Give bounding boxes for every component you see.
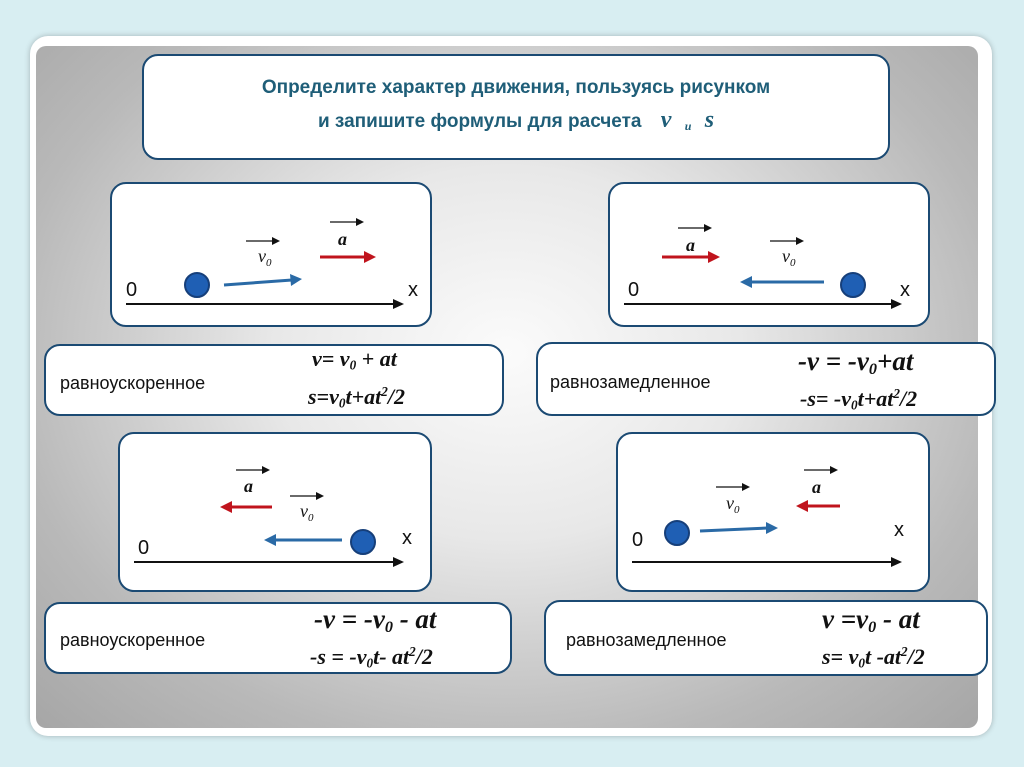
velocity-arrowhead	[264, 534, 276, 546]
formula-box-1	[44, 344, 504, 416]
axis-arrowhead	[393, 557, 404, 567]
vector-bar-a-head	[704, 224, 712, 232]
velocity-label: $v_0$	[726, 493, 740, 516]
formula-box-3	[44, 602, 512, 674]
motion-type: равнозамедленное	[566, 630, 727, 650]
diagram-1	[110, 182, 432, 327]
accel-label: a	[686, 235, 695, 255]
diagram-4	[616, 432, 930, 592]
velocity-formula: $v= v_0$ + at	[312, 346, 397, 373]
vector-bar-v0-head	[742, 483, 750, 491]
vector-bar-v0-head	[316, 492, 324, 500]
velocity-formula: $-v = -v_0+at$	[798, 346, 914, 379]
accel-arrowhead	[796, 500, 808, 512]
axis-label: x	[900, 279, 910, 301]
displacement-formula: $-s = -v_0t-$ $at^2/2$	[310, 644, 433, 671]
velocity-arrow	[224, 280, 292, 285]
diagram-2-svg	[610, 184, 932, 329]
velocity-formula: $v =v_0$ - at	[822, 604, 920, 637]
formula-box-4	[544, 600, 988, 676]
title-line-2	[318, 104, 714, 142]
origin-label: 0	[126, 279, 138, 301]
title-symbol-s: s	[704, 107, 715, 133]
origin-label: 0	[632, 529, 644, 551]
title-line-1: Определите характер движения, пользуясь рисунком	[261, 77, 771, 98]
axis-label: x	[408, 279, 418, 301]
origin-label: 0	[628, 279, 640, 301]
vector-bar-v0-head	[272, 237, 280, 245]
axis-arrowhead	[393, 299, 404, 309]
title-symbol-v: v	[660, 107, 672, 133]
axis-label: x	[894, 519, 904, 541]
velocity-label: $v_0$	[258, 246, 272, 269]
velocity-arrow	[700, 528, 768, 531]
diagram-3-svg	[120, 434, 434, 594]
title-line-2-text: и запишите формулы для расчета	[317, 111, 642, 132]
motion-type: равноускоренное	[60, 630, 206, 650]
accel-arrowhead	[220, 501, 232, 513]
vector-bar-a-head	[356, 218, 364, 226]
displacement-formula: $-s= -v_0t+at^2/2$	[800, 386, 918, 413]
ball	[351, 530, 375, 554]
diagram-2	[608, 182, 930, 327]
accel-arrowhead	[708, 251, 720, 263]
motion-type: равнозамедленное	[550, 372, 711, 392]
velocity-label: $v_0$	[782, 246, 796, 269]
displacement-formula: $s= v_0t$ $-at^2/2$	[822, 644, 925, 671]
velocity-formula: $-v = -v_0$ - at	[314, 604, 437, 637]
velocity-arrowhead	[740, 276, 752, 288]
velocity-arrowhead	[290, 274, 302, 286]
accel-label: a	[244, 476, 253, 496]
origin-label: 0	[138, 537, 150, 559]
velocity-label: $v_0$	[300, 501, 314, 524]
ball	[665, 521, 689, 545]
vector-bar-a-head	[262, 466, 270, 474]
title-conjunction: и	[684, 119, 692, 133]
displacement-formula: $s=v_0t+at^2/2$	[308, 384, 405, 411]
motion-type: равноускоренное	[60, 373, 206, 393]
diagram-4-svg	[618, 434, 932, 594]
accel-arrowhead	[364, 251, 376, 263]
vector-bar-a-head	[830, 466, 838, 474]
diagram-3	[118, 432, 432, 592]
accel-label: a	[812, 477, 821, 497]
ball	[841, 273, 865, 297]
formula-box-2	[536, 342, 996, 416]
axis-arrowhead	[891, 557, 902, 567]
ball	[185, 273, 209, 297]
vector-bar-v0-head	[796, 237, 804, 245]
accel-label: a	[338, 229, 347, 249]
task-title	[142, 54, 890, 160]
axis-label: x	[402, 527, 412, 549]
velocity-arrowhead	[766, 522, 778, 534]
diagram-1-svg	[112, 184, 434, 329]
